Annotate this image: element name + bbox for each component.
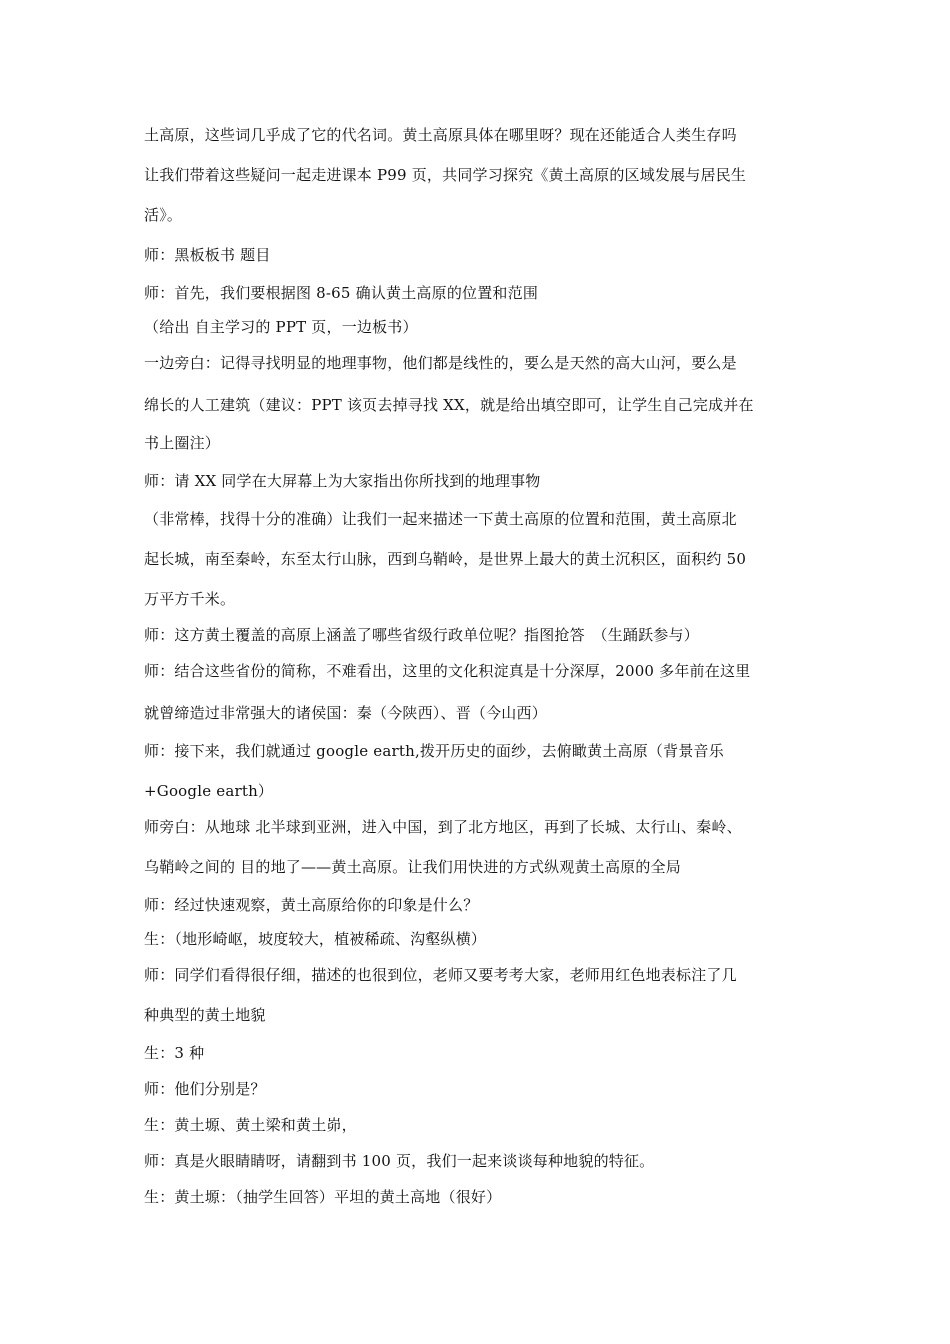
text-line: 师：真是火眼睛睛呀，请翻到书 100 页，我们一起来谈谈每种地貌的特征。 (144, 1152, 655, 1170)
text-line: 师：请 XX 同学在大屏幕上为大家指出你所找到的地理事物 (144, 472, 541, 490)
text-line: 师：经过快速观察，黄土高原给你的印象是什么？ (144, 896, 479, 914)
text-line: 生：（地形崎岖，坡度较大，植被稀疏、沟壑纵横） (144, 930, 487, 948)
text-line: 师：结合这些省份的简称，不难看出，这里的文化积淀真是十分深厚，2000 多年前在这里 (144, 662, 751, 680)
text-line: 万平方千米。 (144, 590, 236, 608)
text-line: 乌鞘岭之间的 目的地了——黄土高原。让我们用快进的方式纵观黄土高原的全局 (144, 858, 681, 876)
text-line: 师：黑板板书 题目 (144, 246, 271, 264)
text-line: 生：黄土塬、黄土梁和黄土峁， (144, 1116, 357, 1134)
text-line: 一边旁白：记得寻找明显的地理事物，他们都是线性的，要么是天然的高大山河，要么是 (144, 354, 737, 372)
text-line: 师：接下来，我们就通过 google earth,拨开历史的面纱，去俯瞰黄土高原（背景音乐 (144, 742, 724, 760)
text-line: 师：这方黄土覆盖的高原上涵盖了哪些省级行政单位呢？指图抢答 （生踊跃参与） (144, 626, 699, 644)
text-line: 师：他们分别是？ (144, 1080, 266, 1098)
text-line: 让我们带着这些疑问一起走进课本 P99 页，共同学习探究《黄土高原的区域发展与居民生 (144, 166, 747, 184)
text-line: 起长城，南至秦岭，东至太行山脉，西到乌鞘岭，是世界上最大的黄土沉积区，面积约 50 (144, 550, 747, 568)
text-line: 绵长的人工建筑（建议：PPT 该页去掉寻找 XX，就是给出填空即可，让学生自己完成并在 (144, 396, 754, 414)
text-line: +Google earth） (144, 782, 274, 800)
text-line: 师：首先，我们要根据图 8-65 确认黄土高原的位置和范围 (144, 284, 539, 302)
text-line: 书上圈注） (144, 434, 221, 452)
text-line: 生：3 种 (144, 1044, 205, 1062)
text-line: 土高原，这些词几乎成了它的代名词。黄土高原具体在哪里呀？现在还能适合人类生存吗 (144, 126, 737, 144)
text-line: 生：黄土塬：（抽学生回答）平坦的黄土高地（很好） (144, 1188, 502, 1206)
text-line: 师：同学们看得很仔细，描述的也很到位，老师又要考考大家，老师用红色地表标注了几 (144, 966, 737, 984)
text-line: 种典型的黄土地貌 (144, 1006, 266, 1024)
text-line: （给出 自主学习的 PPT 页，一边板书） (144, 318, 418, 336)
text-line: 就曾缔造过非常强大的诸侯国：秦（今陕西）、晋（今山西） (144, 704, 547, 722)
text-line: 师旁白：从地球 北半球到亚洲，进入中国，到了北方地区，再到了长城、太行山、秦岭、 (144, 818, 742, 836)
text-line: 活》。 (144, 206, 183, 224)
text-line: （非常棒，找得十分的准确）让我们一起来描述一下黄土高原的位置和范围，黄土高原北 (144, 510, 737, 528)
